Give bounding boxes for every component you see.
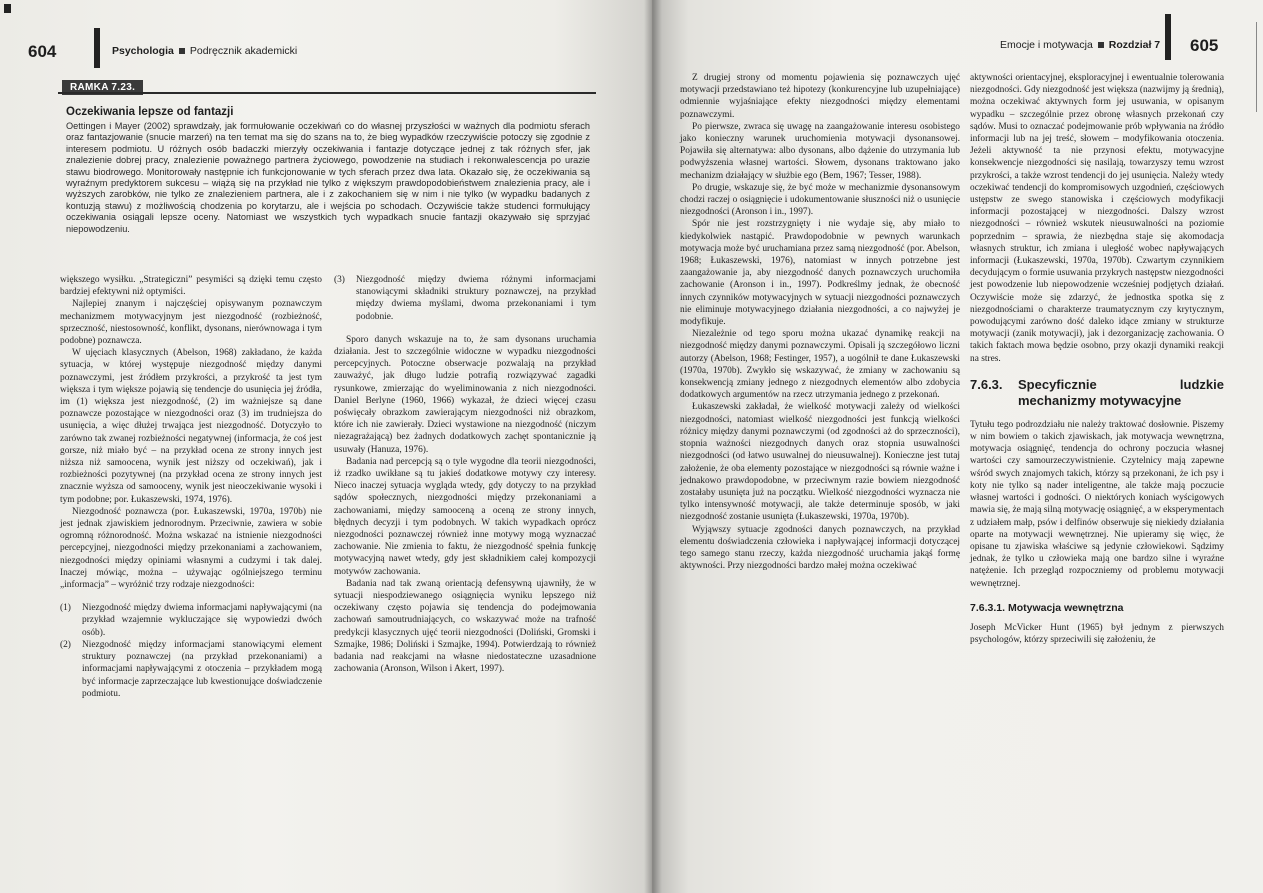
paragraph: Spór nie jest rozstrzygnięty i nie wydaje się, aby miało to kiedykolwiek nastąpić. Prawdopodobnie w pewnych warunkach motywacja może być uruchamiana przez samą niezgodność (por. Abelson, 1968; Łukaszewski, 1976), natomiast w innych potrzebne jest zaangażowanie ja, aby niezgodność danych poznawczych uruchomiła zachowanie (Aronson i in., 1997). Podkreślmy jednak, że obecność innych czynników motywacyjnych w sytuacji niezgodności poznawczych nie eliminuje motywacyjnego działania niezgodności, a co najwyżej je modyfikuje. (680, 219, 960, 328)
left-page-number: 604 (28, 42, 57, 61)
right-running-title: Emocje i motywacja Rozdział 7 (1000, 39, 1161, 51)
list-item: (3) Niezgodność między dwiema różnymi informacjami stanowiącymi składniki struktury poznawczej, na przykład między dwiema myślami, dwoma przekonaniami i tym podobnie. (334, 275, 596, 322)
paragraph: większego wysiłku. „Strategiczni” pesymiści są dzięki temu często bardziej efektywni niż optymiści. (60, 275, 322, 298)
head-bar (1165, 14, 1171, 60)
section-heading: 7.6.3. Specyficznie ludzkie mechanizmy motywacyjne (970, 376, 1224, 408)
box-title: Oczekiwania lepsze od fantazji (66, 106, 234, 118)
paragraph: Niezgodność poznawcza (por. Łukaszewski, 1970a, 1970b) nie jest jednak zjawiskiem jednorodnym. Przeciwnie, zawiera w sobie ogromną różnorodność. Można wskazać na istnienie niezgodności percepcyjnej, niezgodności między przekonaniami a zachowaniem, niezgodności między opiniami własnymi a cudzymi i tak dalej. Inaczej mówiąc, można – używając ogólniejszego terminu „informacja” – wyróżnić trzy rodzaje niezgodności: (60, 506, 322, 591)
box-text: Oettingen i Mayer (2002) sprawdzały, jak formułowanie oczekiwań co do własnej przyszłości w ważnych dla podmiotu sferach oraz fantazjowanie (snucie marzeń) na ten temat ma się do szans na to, że bieg wypadków rzeczywiście potoczy się zgodnie z interesem podmiotu. U różnych osób badaczki mierzyły oczekiwania i fantazje dotyczące jednej z tak różnych sfer, jak znalezienie dobrej pracy, znalezienie poważnego partnera życiowego, powodzenie na studiach i rekonwalescencja po urazie stawu biodrowego. Monitorowały następnie ich funkcjonowanie w tych sferach przez dwa lata. Okazało się, że oczekiwania są wyraźnym predyktorem sukcesu – wiążą się na przykład nie tylko z większym prawdopodobieństwem znalezienia pracy, ale i wyższych zarobków, nie tylko ze znalezieniem partnera, ale i z zakochaniem się w nim i nie tylko (w wypadku badanych z kontuzją stawu) z możliwością chodzenia po korytarzu, ale i wejścia po schodach. Oczywiście także studenci formułujący oczekiwania osiągali lepsze oceny. Natomiast we wszystkich tych wypadkach snucie fantazji okazywało się sprzyjać niepowodzeniu. (66, 121, 590, 234)
left-column-2 (334, 274, 596, 676)
paragraph: Badania nad tak zwaną orientacją defensywną ujawniły, że w sytuacji niespodziewanego osiągnięcia wyniku lepszego niż oczekiwany często pojawia się tendencja do podejmowania zachowań samoutrudniających, co wskazywać może na trafność predykcji klasycznych ujęć teorii niezgodności (Doliński, Gromski i Szmajke, 1986; Doliński i Szmajke, 1994). Potwierdzają to również badania nad reakcjami na własne niedostateczne uzasadnione zachowania (Aronson, Wilson i Akert, 1997). (334, 578, 596, 675)
paragraph: Tytułu tego podrozdziału nie należy traktować dosłownie. Piszemy w nim bowiem o takich zjawiskach, jak motywacja wewnętrzna, motywacja osiągnięć, tendencja do ochrony poczucia własnej wartości czy samourzeczywistnienie. Czytelnicy mają zapewne wśród swych znajomych takich, którzy są przekonani, że ich psy i koty nie tylko są nader inteligentne, ale także mają poczucie własnej wartości i godności. O niektórych koniach wyścigowych mawia się, że mają silną motywację osiągnięć, a w eksperymentach z udziałem małp, psów i delfinów obserwuje się niekiedy działania oparte na motywacji wewnętrznej. Nie upieramy się więc, że opisane tu zjawiska właściwe są jedynie człowiekowi. Sądzimy jednak, że tylko u człowieka mają one bardzo silne i wyraźne natężenie. Ich przegląd rozpoczniemy od problemu motywacji wewnętrznej. (970, 419, 1224, 589)
list-item: (2) Niezgodność między informacjami stanowiącymi element struktury poznawczej (na przykład przekonaniami) a informacjami napływającymi z otoczenia – przykładem mogą być informacje zaprzeczające lub kwestionujące doświadczenie podmiotu. (60, 639, 322, 699)
paragraph: Po drugie, wskazuje się, że być może w mechanizmie dysonansowym chodzi raczej o osiągnięcie i udokumentowanie słuszności niż o usunięcie niezgodności (Aronson i in., 1997). (680, 182, 960, 218)
left-running-title: Psychologia Podręcznik akademicki (112, 45, 298, 57)
list-item: (1) Niezgodność między dwiema informacjami napływającymi (na przykład wzajemnie wykluczające się wypowiedzi dwóch osób). (60, 603, 322, 638)
right-column-1 (680, 72, 960, 572)
paragraph: Sporo danych wskazuje na to, że sam dysonans uruchamia działania. Jest to szczególnie widoczne w wypadku niezgodności percepcyjnych. Potoczne obserwacje pozwalają na przykład zauważyć, jak długo ludzie potrafią rozwiązywać zagadki rysunkowe, zmierzając do wyeliminowania z nich niezgodności. Daniel Berlyne (1960, 1966) wykazał, że dzieci więcej czasu poświęcały obrazkom zawierającym niezgodności niż obrazkom, które ich nie zawierały. Dzieci wystawione na niezgodność (niczym niezagrażającą) bez żadnych dodatkowych zachęt spontanicznie ją usuwały (Hanuza, 1976). (334, 334, 596, 455)
right-page-number: 605 (1190, 36, 1219, 55)
right-column-2 (970, 72, 1224, 646)
head-bar (94, 28, 100, 68)
right-running-head (652, 22, 1263, 62)
book-gutter (644, 0, 662, 893)
paragraph: Łukaszewski zakładał, że wielkość motywacji zależy od wielkości niezgodności, natomiast wielkość niezgodności jest funkcją wielkości różnicy między danymi poznawczymi (od zgodności aż do sprzeczności), stopnia ważności niezgodnych danych oraz stopnia usuwalności niezgodności (od łatwo usuwalnej do nieusuwalnej). Konieczne jest tutaj założenie, że oba elementy pozostające w niezgodności są równie ważne i jednakowo prawdopodobne, w przeciwnym razie bowiem niezgodność zostałaby usunięta już na początku. Wielkość niezgodności wyznacza nie tylko intensywność motywacji, ale także determinuje sposób, w jaki niezgodność zostanie usunięta (Łukaszewski, 1970a, 1970b). (680, 402, 960, 523)
paragraph: Joseph McVicker Hunt (1965) był jednym z pierwszych psychologów, którzy sprzeciwili się założeniu, że (970, 622, 1224, 646)
paragraph: Z drugiej strony od momentu pojawienia się poznawczych ujęć motywacji przedstawiano też hipotezy (konkurencyjne lub uzupełniające) odmiennie wyjaśniające efekty niezgodności między elementami poznawczymi. (680, 73, 960, 120)
paragraph: W ujęciach klasycznych (Abelson, 1968) zakładano, że każda sytuacja, w której występuje niezgodność między danymi poznawczymi, jest źródłem przykrości, a przykrość ta jest tym większa i tym większe pojawią się tendencje do usunięcia jej źródła, im (1) większa jest niezgodność, (2) im ważniejsze są dane poznawcze pozostające w niezgodności oraz (3) im trudniejsza do usunięcia, a więc dłużej trwająca jest niezgodność. Dotyczyło to zarówno tak zwanej rozbieżności negatywnej (informacja, że coś jest gorsze, niż miało być – na przykład ocena ze strony innych jest niższa niż samoocena, wynik jest niższy od oczekiwań), jak i rozbieżności pozytywnej (na przykład ocena ze strony innych jest znacznie wyższa od samooceny, wynik jest nieoczekiwanie wysoki i tym podobne; por. Łukaszewski, 1974, 1976). (60, 348, 322, 505)
right-page (652, 0, 1263, 893)
paragraph: Badania nad percepcją są o tyle wygodne dla teorii niezgodności, iż rzadko uwikłane są tu jakieś dodatkowe motywy czy interesy. Nieco inaczej sytuacja wygląda wtedy, gdy dotyczy to na przykład sądów społecznych, niezgodności między przekonaniami a zachowaniami, między samooceną a oceną ze strony innych, błędnych decyzji i tym podobnych. W takich wypadkach oprócz niezgodności poznawczej również inne motywy mogą wyznaczać zachowanie. Nie zmienia to faktu, że niezgodność spełnia funkcję motywacyjną nawet wtedy, gdy jest składnikiem całej kompozycji motywów zachowania. (334, 456, 596, 577)
paragraph: Po pierwsze, zwraca się uwagę na zaangażowanie interesu osobistego jako konieczny warunek uruchomienia motywacji dysonansowej. Pojawiła się alternatywa: albo dysonans, albo dążenie do utrzymania lub podwyższenia własnej wartości. Słowem, dysonans traktowano jako mechanizm działający w służbie ego (Bem, 1967; Tesser, 1988). (680, 121, 960, 181)
corner-mark (4, 4, 11, 13)
left-running-head (0, 28, 652, 68)
subsection-heading: 7.6.3.1. Motywacja wewnętrzna (970, 601, 1124, 614)
margin-line (1256, 22, 1257, 112)
paragraph: Wyjąwszy sytuacje zgodności danych poznawczych, na przykład elementu doświadczenia człowieka i napływającej informacji dotyczącej tego samego stanu rzeczy, każda niezgodność uruchamia jakąś formę aktywności. Przy niezgodności bardzo małej można oczekiwać (680, 524, 960, 572)
paragraph: Niezależnie od tego sporu można ukazać dynamikę reakcji na niezgodność między danymi poznawczymi. Opisali ją szczegółowo liczni autorzy (Abelson, 1968; Festinger, 1957), a uogólnił te dane Łukaszewski (1970a, 1970b). Zwykło się wskazywać, że zmiany w zachowaniu są konsekwencją zmiany jednego z niezgodnych elementów albo zdobycia dodatkowych argumentów na rzecz utrzymania jednego z przekonań. (680, 329, 960, 401)
box-frame (58, 92, 596, 254)
paragraph: aktywności orientacyjnej, eksploracyjnej i ewentualnie tolerowania niezgodności. Gdy niezgodność jest większa (nazwijmy ją średnią), można oczekiwać aktywnych form jej usuwania, w opisanym wypadku – szczególnie przez obronę własnych przekonań czy sądów. Musi to oznaczać podejmowanie prób wpływania na źródło informacji lub na jej treść, słowem – modyfikowania otoczenia. Jeżeli aktywność ta nie przynosi efektu, motywacyjne konsekwencje niezgodności się nasilają, towarzyszy temu wzrost przykrości, a także wzrost tendencji do jej usunięcia. Należy wtedy oczekiwać tendencji do kompromisowych uzgodnień, częściowych ustępstw ze swego stanowiska i częściowych modyfikacji informacji pozostającej w niezgodności. Dalszy wzrost niezgodności – również wskutek nieusuwalności na poziomie poprzednim – sprawia, że niezbędna staje się akomodacja własnych struktur, ich zmiana i uległość wobec napływających informacji (Łukaszewski, 1970a, 1970b). Czwartym czynnikiem decydującym o formie usuwania przykrych następstw niezgodności jest powodzenie lub niepowodzenie wcześniej podjętych działań. Oczywiście może się zdarzyć, że jednostka spotka się z niezgodnościami o charakterze traumatycznym czy krytycznym, powodującymi zarówno dość daleko idące zmiany w strukturze motywacji (zanik motywacji), jak i dezorganizację zachowania. O takich faktach mowa będzie osobno, przy okazji dynamiki reakcji na stres. (970, 73, 1224, 364)
left-column-1 (60, 274, 322, 700)
paragraph: Najlepiej znanym i najczęściej opisywanym poznawczym mechanizmem motywacyjnym jest niezgodność (rozbieżność, sprzeczność, niestosowność, konflikt, dysonans, nierównowaga i tym podobne) poznawcza. (60, 299, 322, 347)
box-tag: RAMKA 7.23. (62, 80, 143, 95)
